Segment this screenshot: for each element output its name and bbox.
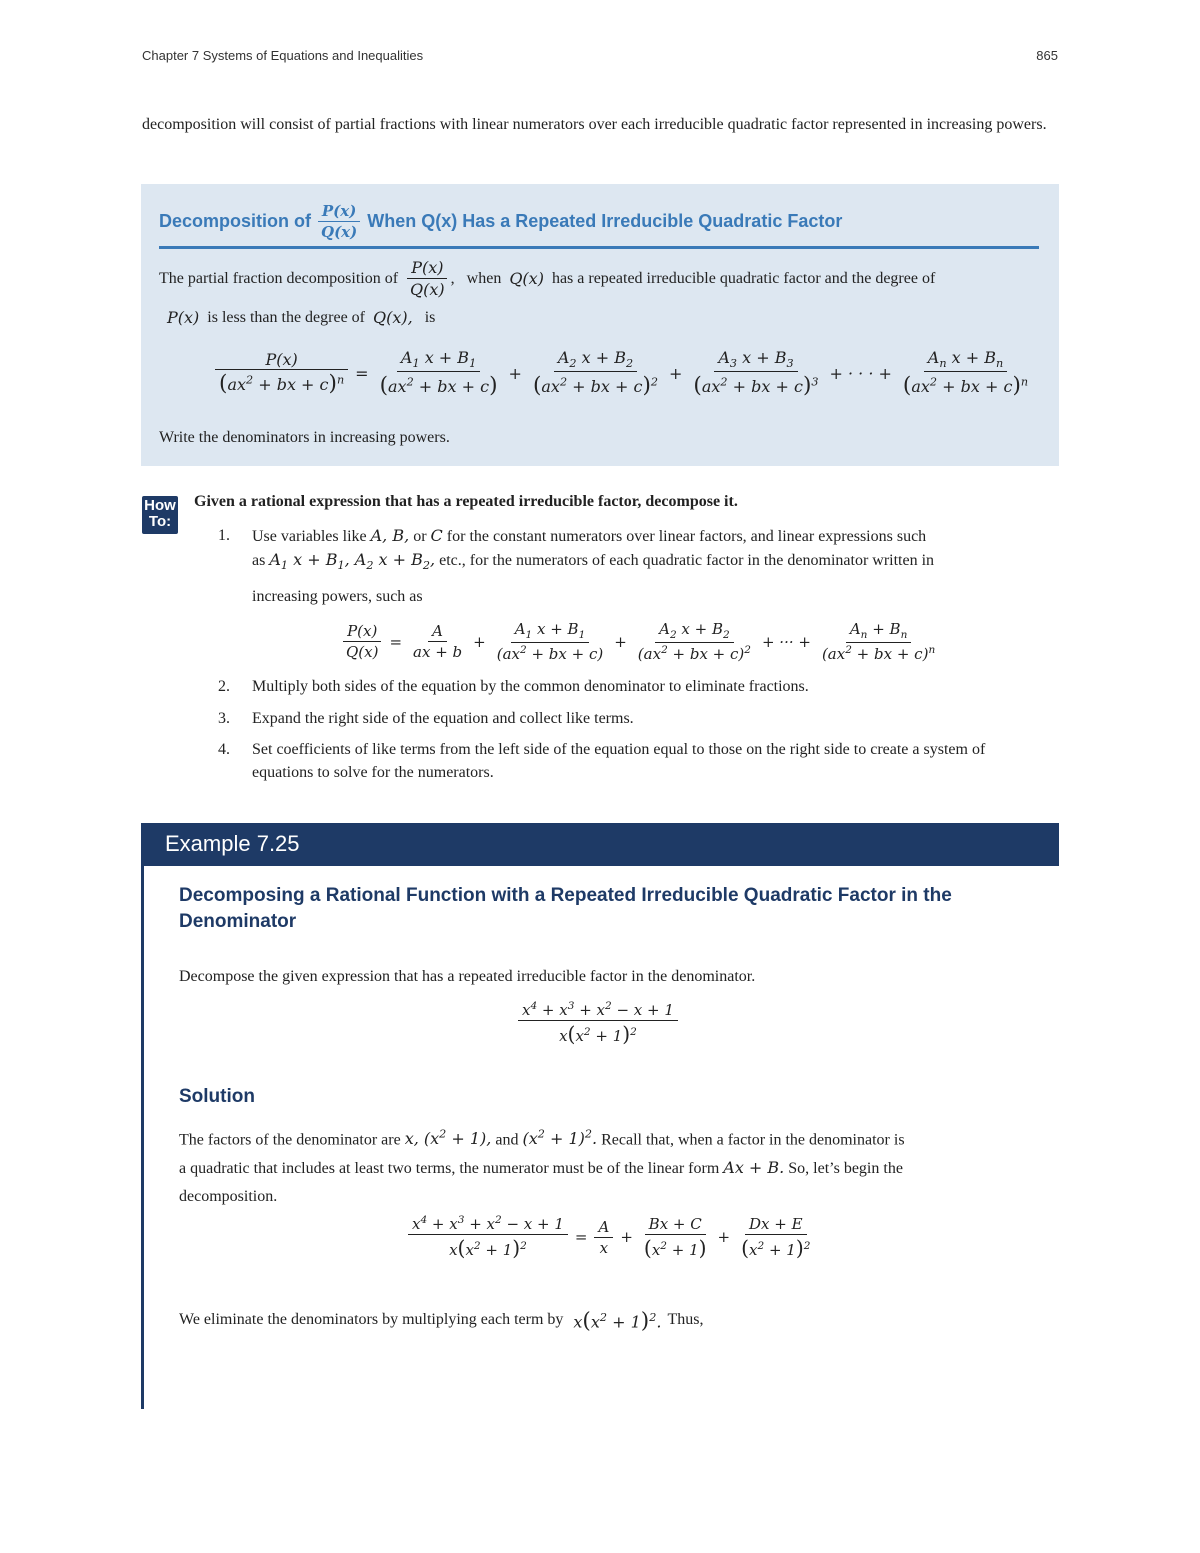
def-text-2a: is less than the degree of: [207, 308, 366, 326]
step-number: 3.: [218, 710, 230, 727]
definition-box: [141, 184, 1059, 466]
intro-paragraph: decomposition will consist of partial fractions with linear numerators over each irreducible quadratic factor represented in increasing powers.: [142, 116, 1047, 133]
chapter-header: Chapter 7 Systems of Equations and Inequalities: [142, 48, 424, 63]
def-text-1a: The partial fraction decomposition of: [159, 269, 399, 287]
step-number: 2.: [218, 678, 230, 695]
example-expression: $\frac{x^4 + x^3 + x^2 - x + 1}{x(x^2 + 1)^2}$: [516, 1000, 680, 1046]
howto-step-1: 1. Use variables like A, B, or C for the constant numerators over linear factors, and linear expressions such as $A_1$ $x + B_1$, $A_2$ $x + B_2$, etc., for the numerators of each quadratic factor in the denominator written in increasing powers, such as: [218, 524, 1048, 610]
definition-footer: Write the denominators in increasing powers.: [159, 429, 450, 446]
sol-text-b: and: [495, 1131, 519, 1149]
howto-icon: How To:: [142, 496, 178, 534]
sol-text-c: Recall that, when a factor in the denominator is: [601, 1131, 905, 1149]
howto-step-3: [218, 707, 1048, 731]
howto-title: Given a rational expression that has a repeated irreducible factor, decompose it.: [194, 493, 738, 510]
definition-title: [159, 198, 842, 244]
step1-text-b: or: [413, 528, 427, 545]
step-number: 4.: [218, 741, 230, 758]
example-prompt: Decompose the given expression that has a repeated irreducible factor in the denominator.: [179, 968, 756, 985]
definition-rule: [159, 246, 1039, 249]
howto-step-4: [218, 738, 1048, 786]
final-text-b: Thus,: [667, 1311, 704, 1329]
sol-text-f: decomposition.: [179, 1188, 278, 1206]
solution-heading: Solution: [179, 1086, 255, 1107]
def-text-1b: when: [466, 269, 502, 287]
definition-title-after: When Q(x) Has a Repeated Irreducible Quadratic Factor: [367, 210, 843, 231]
sol-text-d: a quadratic that includes at least two terms, the numerator must be of the linear form: [179, 1160, 720, 1178]
definition-title-before: Decomposition of: [159, 210, 311, 231]
step1-text-f: increasing powers, such as: [252, 588, 423, 606]
page-number: 865: [1036, 48, 1058, 63]
example-title: Decomposing a Rational Function with a Repeated Irreducible Quadratic Factor in the Denominator: [179, 885, 952, 932]
def-text-1c: has a repeated irreducible quadratic factor and the degree of: [551, 269, 936, 287]
step-text: Multiply both sides of the equation by the common denominator to eliminate fractions.: [252, 678, 809, 695]
howto-step-2: [218, 675, 1048, 699]
example-label: Example 7.25: [165, 831, 300, 856]
step-text: Set coefficients of like terms from the left side of the equation equal to those on the right side to create a system of equations to solve for the numerators.: [252, 741, 986, 781]
example-header-bar: [141, 823, 1059, 866]
sol-text-a: The factors of the denominator are: [179, 1131, 401, 1149]
step1-text-e: etc., for the numerators of each quadratic factor in the denominator written in: [439, 552, 935, 569]
step1-text-d: as: [252, 552, 266, 569]
final-text-a: We eliminate the denominators by multiplying each term by: [179, 1311, 564, 1329]
step-text: Expand the right side of the equation and collect like terms.: [252, 710, 634, 727]
def-text-2b: is: [424, 308, 436, 326]
final-paragraph: We eliminate the denominators by multiplying each term by $x(x^2 + 1)^2$. Thus,: [179, 1304, 1039, 1336]
definition-line-1: The partial fraction decomposition of $\frac{P(x)}{Q(x)}$ , when Q(x) has a repeated irreducible quadratic factor and the degree of: [159, 258, 936, 299]
howto-formula: $\frac{P(x)}{Q(x)}$ = $\frac{A}{ax + b}$ + $\frac{A_1 x + B_1}{(ax^2 + bx + c)}$ + $\frac{A_2 x + B_2}{(ax^2 + bx + c)^2}$ + ··· + $\frac{A_n + B_n}{(ax^2 + bx + c)^n}$: [340, 620, 941, 663]
decomposition-equation: $\frac{x^4 + x^3 + x^2 - x + 1}{x(x^2 + 1)^2}$ = $\frac{A}{x}$ + $\frac{Bx + C}{(x^2 + 1)}$ + $\frac{Dx + E}{(x^2 + 1)^2}$: [406, 1214, 816, 1260]
step1-text-a: Use variables like: [252, 528, 367, 545]
example-left-border: [141, 866, 144, 1409]
step-number: 1.: [218, 527, 230, 544]
solution-paragraph: The factors of the denominator are x, $(x^2 + 1)$, and $(x^2 + 1)^2$. Recall that, when a factor in the denominator is a quadratic that includes at least two terms, the numerator must be of the linear form Ax + B. So, let’s begin the decomposition.: [179, 1128, 905, 1206]
definition-line-2: P(x) is less than the degree of Q(x), is: [167, 308, 436, 327]
definition-formula: $\frac{P(x)}{(ax^2 + bx + c)^n}$ = $\frac{A_1 x + B_1}{(ax^2 + bx + c)}$ + $\frac{A_2 x + B_2}{(ax^2 + bx + c)^2}$ + $\frac{A_3 x + B_3}{(ax^2 + bx + c)^3}$ + · · · + $\frac{A_n x + B_n}{(ax^2 + bx + c)^n}$: [213, 348, 1034, 398]
pq-fraction: $\frac{P(x)}{Q(x)}$: [406, 258, 449, 299]
step1-text-c: for the constant numerators over linear factors, and linear expressions such: [446, 528, 927, 545]
title-fraction: $\frac{P(x)}{Q(x)}$: [317, 202, 361, 241]
sol-text-e: So, let’s begin the: [788, 1160, 903, 1178]
